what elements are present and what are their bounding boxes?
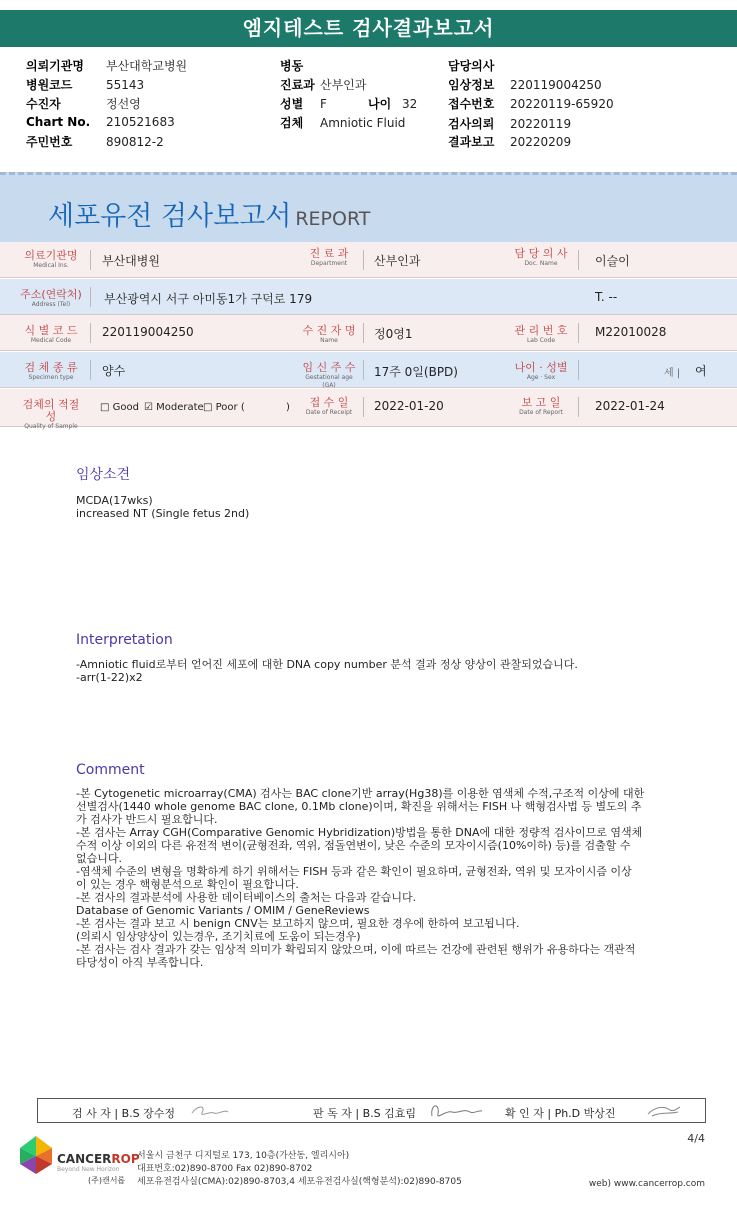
tester-signature-mark (188, 1103, 232, 1119)
address-cell-label: 주소(연락처) Address (Tel) (20, 288, 82, 308)
medical-code-cell-value: 220119004250 (102, 325, 194, 339)
specimen-value: Amniotic Fluid (320, 116, 406, 130)
reader-signature: 판 독 자 | B.S 김효림 (313, 1107, 416, 1120)
sex-value: F (320, 97, 327, 111)
name-label: 수진자 (26, 97, 61, 111)
request-value: 20220119 (510, 117, 572, 131)
clinical-value: 220119004250 (510, 78, 602, 92)
report-title-kr: 세포유전 검사보고서 (48, 201, 292, 232)
logo-wordmark: CANCERROP (57, 1152, 140, 1166)
ga-cell-value: 17주 0일(BPD) (374, 365, 458, 379)
header-bar: 엠지테스트 검사결과보고서 (0, 10, 737, 47)
report-title (48, 194, 370, 233)
specimen-label: 검체 (280, 116, 304, 130)
lab-code-cell-label: 관 리 번 호 Lab Code (514, 324, 568, 344)
code-label: 병원코드 (26, 78, 73, 92)
comment-title: Comment (76, 762, 145, 778)
table-row (0, 315, 737, 351)
institution-cell-value: 부산대병원 (102, 254, 160, 268)
footer (0, 1130, 737, 1200)
sex-label: 성별 (280, 97, 304, 111)
footer-website: web) www.cancerrop.com (588, 1179, 705, 1189)
ga-cell-label: 임 신 주 수 Gestational age (GA) (302, 361, 356, 389)
lab-code-cell-value: M22010028 (595, 325, 667, 339)
signature-box (37, 1098, 706, 1123)
table-row (0, 279, 737, 315)
doctor-cell-value: 이슬이 (595, 254, 630, 268)
dept-cell-label: 진 료 과 Department (309, 247, 349, 267)
report-date-cell-label: 보 고 일 Date of Report (519, 396, 563, 416)
specimen-cell-value: 양수 (102, 364, 126, 378)
table-row (0, 389, 737, 430)
confirmer-signature: 확 인 자 | Ph.D 박상진 (505, 1107, 616, 1120)
request-label: 검사의뢰 (448, 117, 495, 131)
cancerrop-logo-icon (18, 1134, 54, 1176)
phone-cell-value: T. -- (595, 290, 618, 304)
reader-signature-mark (426, 1100, 486, 1122)
page-number: 4/4 (687, 1132, 705, 1145)
age-value: 32 (402, 97, 418, 111)
patient-name-cell-label: 수 진 자 명 Name (302, 324, 356, 344)
report-title-en: REPORT (295, 208, 371, 230)
address-cell-value: 부산광역시 서구 아미동1가 구덕로 179 (104, 292, 313, 306)
result-label: 결과보고 (448, 135, 495, 149)
confirmer-signature-mark (644, 1102, 684, 1120)
id-label: 주민번호 (26, 135, 73, 149)
quality-poor-checkbox: □ Poor ( (203, 402, 245, 413)
quality-poor-close: ) (286, 402, 290, 413)
specimen-cell-label: 검 체 종 류 Specimen type (24, 361, 78, 381)
receipt-value: 20220119-65920 (510, 97, 614, 111)
footer-contact: 서울시 금천구 디지털로 173, 10층(가산동, 엘리시아) 대표번호:02)890-8700 Fax 02)890-8702 세포유전검사실(CMA):02)890-8703,4 세포유전검사실(핵형분석):02)890-8705 (137, 1151, 462, 1187)
ward-label: 병동 (280, 59, 304, 73)
medical-code-cell-label: 식 별 코 드 Medical Code (24, 324, 78, 344)
result-value: 20220209 (510, 135, 572, 149)
doctor-label: 담당의사 (448, 59, 495, 73)
report-date-cell-value: 2022-01-24 (595, 399, 665, 413)
patient-name-cell-value: 정0영1 (374, 327, 413, 341)
dept-cell-value: 산부인과 (374, 254, 421, 268)
logo-company-name: (주)캔서롭 (88, 1176, 126, 1185)
interpretation-title: Interpretation (76, 632, 173, 648)
table-row (0, 242, 737, 278)
comment-text: -본 Cytogenetic microarray(CMA) 검사는 BAC clone기반 array(Hg38)를 이용한 염색체 수적,구조적 이상에 대한 선별검사(1440 whole genome BAC clone, 0.1Mb clone)이며, 확진을 위해서는 FISH 나 핵형검사법 등 별도의 추 가 검사가 반드시 필요합니다. -본 검사는 Array CGH(Comparative Genomic Hybridization)방법을 통한 DNA에 대한 정량적 검사이므로 염색체 수적 이상 이외의 다른 유전적 변이(균형전좌, 역위, 점돌연변이, 낮은 수준의 모자이시즘(10%이하) 등)를 검출할 수 없습니다. -염색체 수준의 변형을 명확하게 하기 위해서는 FISH 등과 같은 확인이 필요하며, 균형전좌, 역위 및 모자이시즘 이상 이 있는 경우 핵형분석으로 확인이 필요합니다. -본 검사의 결과분석에 사용한 데이터베이스의 출처는 다음과 같습니다. Database of Genomic Variants / OMIM / GeneReviews -본 검사는 결과 보고 시 benign CNV는 보고하지 않으며, 필요한 경우에 한하여 보고됩니다. (의뢰시 임상양상이 있는경우, 조기치료에 도움이 되는경우) -본 검사는 검사 결과가 갖는 임상적 의미가 확립되지 않았으며, 이에 따르는 건강에 관련된 행위가 유용하다는 객관적 타당성이 아직 부족합니다. (76, 787, 645, 969)
id-value: 890812-2 (106, 135, 164, 149)
clinical-label: 임상정보 (448, 78, 495, 92)
table-row (0, 352, 737, 388)
age-label: 나이 (368, 97, 392, 111)
quality-moderate-checkbox: ☑ Moderate (144, 402, 204, 413)
receipt-label: 접수번호 (448, 97, 495, 111)
institution-value: 부산대학교병원 (106, 59, 188, 73)
quality-good-checkbox: □ Good (100, 402, 139, 413)
quality-cell-label: 검체의 적절성 Quality of Sample (22, 398, 80, 430)
logo-tagline: Beyond New Horizon (57, 1166, 120, 1173)
dept-label: 진료과 (280, 78, 315, 92)
receipt-date-cell-label: 접 수 일 Date of Receipt (305, 396, 353, 416)
receipt-date-cell-value: 2022-01-20 (374, 399, 444, 413)
clinical-text: MCDA(17wks) increased NT (Single fetus 2nd) (76, 494, 250, 520)
age-cell-value: 세 | (664, 368, 681, 379)
tester-signature: 검 사 자 | B.S 장수정 (72, 1107, 175, 1120)
interpretation-text: -Amniotic fluid로부터 얻어진 세포에 대한 DNA copy number 분석 결과 정상 양상이 관찰되었습니다. -arr(1-22)x2 (76, 658, 578, 684)
institution-label: 의뢰기관명 (26, 59, 84, 73)
name-value: 정선영 (106, 97, 141, 111)
chart-value: 210521683 (106, 115, 175, 129)
dept-value: 산부인과 (320, 78, 367, 92)
doctor-cell-label: 담 당 의 사 Doc. Name (514, 247, 568, 267)
clinical-title: 임상소견 (76, 467, 131, 483)
sex-cell-value: 여 (695, 364, 707, 378)
code-value: 55143 (106, 78, 145, 92)
age-sex-cell-label: 나이 · 성별 Age · Sex (514, 361, 568, 381)
institution-cell-label: 의료기관명 Medical Ins. (24, 249, 78, 269)
chart-label: Chart No. (26, 115, 91, 129)
